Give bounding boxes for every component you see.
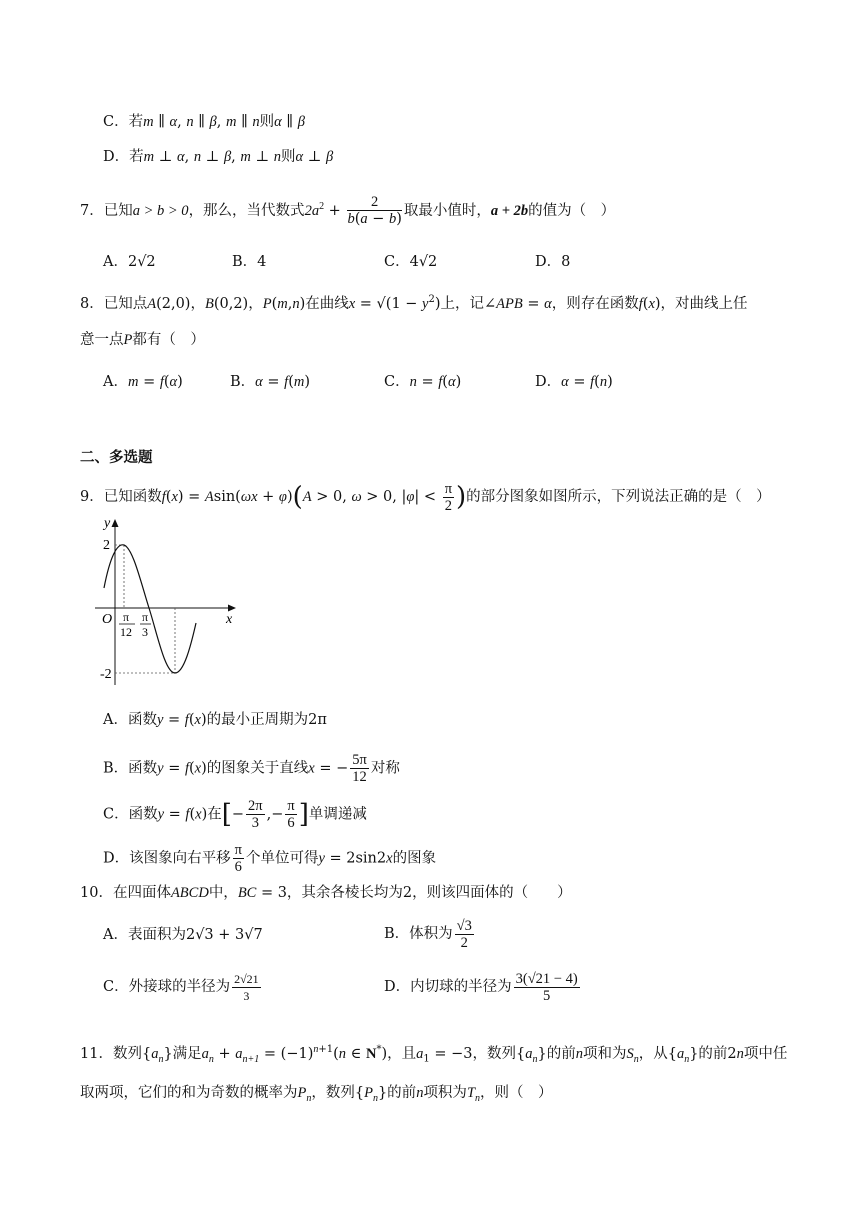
q6-option-d: D．若m ⊥ α, n ⊥ β, m ⊥ n则α ⊥ β — [103, 149, 334, 165]
q9-stem: 9．已知函数f(x) = Asin(ωx + φ)(A > 0, ω > 0, |φ| < $\frac{\pi}{2}$ )的部分图象如图所示，下列说法正确的是（ ） — [80, 480, 771, 514]
q7-option-c: C．4√2 — [384, 254, 438, 270]
q9-option-c: C．函数y = f(x)在[− $\frac{2\pi}{3}$ ,− $\frac{\pi}{6}$ ]单调递减 — [103, 798, 367, 831]
graph-tick2-num: π — [142, 610, 149, 624]
q7-option-d: D．8 — [535, 254, 571, 270]
q11-stem-line2: 取两项，它们的和为奇数的概率为$P_n$，数列$\{P_n\}$的前n项积为$T_n$，则（ ） — [80, 1085, 553, 1104]
q10-option-d: D．内切球的半径为 $\frac{3(√21 - 4)}{5}$ — [384, 970, 578, 1004]
q10-stem: 10．在四面体ABCD中，BC = 3，其余各棱长均为2，则该四面体的（ ） — [80, 885, 572, 901]
graph-ymax-label: 2 — [103, 538, 110, 553]
q8-option-c: C．n = f(α) — [384, 374, 462, 390]
graph-y-label: y — [104, 516, 111, 531]
graph-tick1-num: π — [123, 610, 130, 624]
graph-ymin-label: -2 — [100, 667, 112, 682]
q9-option-b: B．函数y = f(x)的图象关于直线x = − $\frac{5\pi}{12}$ 对称 — [103, 752, 400, 785]
q9-option-a: A．函数y = f(x)的最小正周期为2π — [103, 712, 327, 728]
graph-tick2-den: 3 — [142, 625, 148, 639]
q9-function-graph — [95, 515, 245, 690]
graph-tick1-den: 12 — [120, 625, 132, 639]
q10-option-c: C．外接球的半径为 $\frac{2√21}{3}$ — [103, 971, 259, 1003]
graph-x-label: x — [226, 612, 233, 627]
q8-option-d: D．α = f(n) — [535, 374, 613, 390]
section-heading: 二、多选题 — [80, 449, 153, 466]
q10-option-b: B．体积为 $\frac{√3}{2}$ — [384, 917, 472, 951]
q9-option-d: D．该图象向右平移 $\frac{\pi}{6}$ 个单位可得y = 2sin2x的图象 — [103, 842, 437, 875]
q8-stem-line1: 8．已知点A(2,0)，B(0,2)，P(m,n)在曲线$x = √(1 - y^2)$上，记∠APB = α，则存在函数f(x)，对曲线上任 — [80, 294, 748, 312]
q6-option-c: C．若m ∥ α, n ∥ β, m ∥ n则α ∥ β — [103, 114, 305, 130]
graph-origin-label: O — [102, 612, 113, 627]
q8-option-b: B．α = f(m) — [230, 374, 311, 390]
q7-stem: 7．已知a > b > 0，那么，当代数式$2a^2$ + $\frac{2}{b(a - b)}$ 取最小值时，a + 2b的值为（ ） — [80, 194, 616, 228]
q10-option-a: A．表面积为2√3 + 3√7 — [103, 927, 263, 943]
q7-option-b: B．4 — [232, 254, 267, 270]
q7-option-a: A．2√2 — [103, 254, 156, 270]
q8-option-a: A．m = f(α) — [103, 374, 183, 390]
q11-stem-line1: 11．数列$\{a_n\}$满足$a_n + a_{n+1} = (-1)^{n+1}(n$ ∈ N*)，且$a_1 = -3$，数列$\{a_n\}$的前n项和为$S_n$，从$\{a_n\}$的前2n项中任 — [80, 1044, 788, 1065]
q8-stem-line2: 意一点P都有（ ） — [80, 332, 205, 348]
